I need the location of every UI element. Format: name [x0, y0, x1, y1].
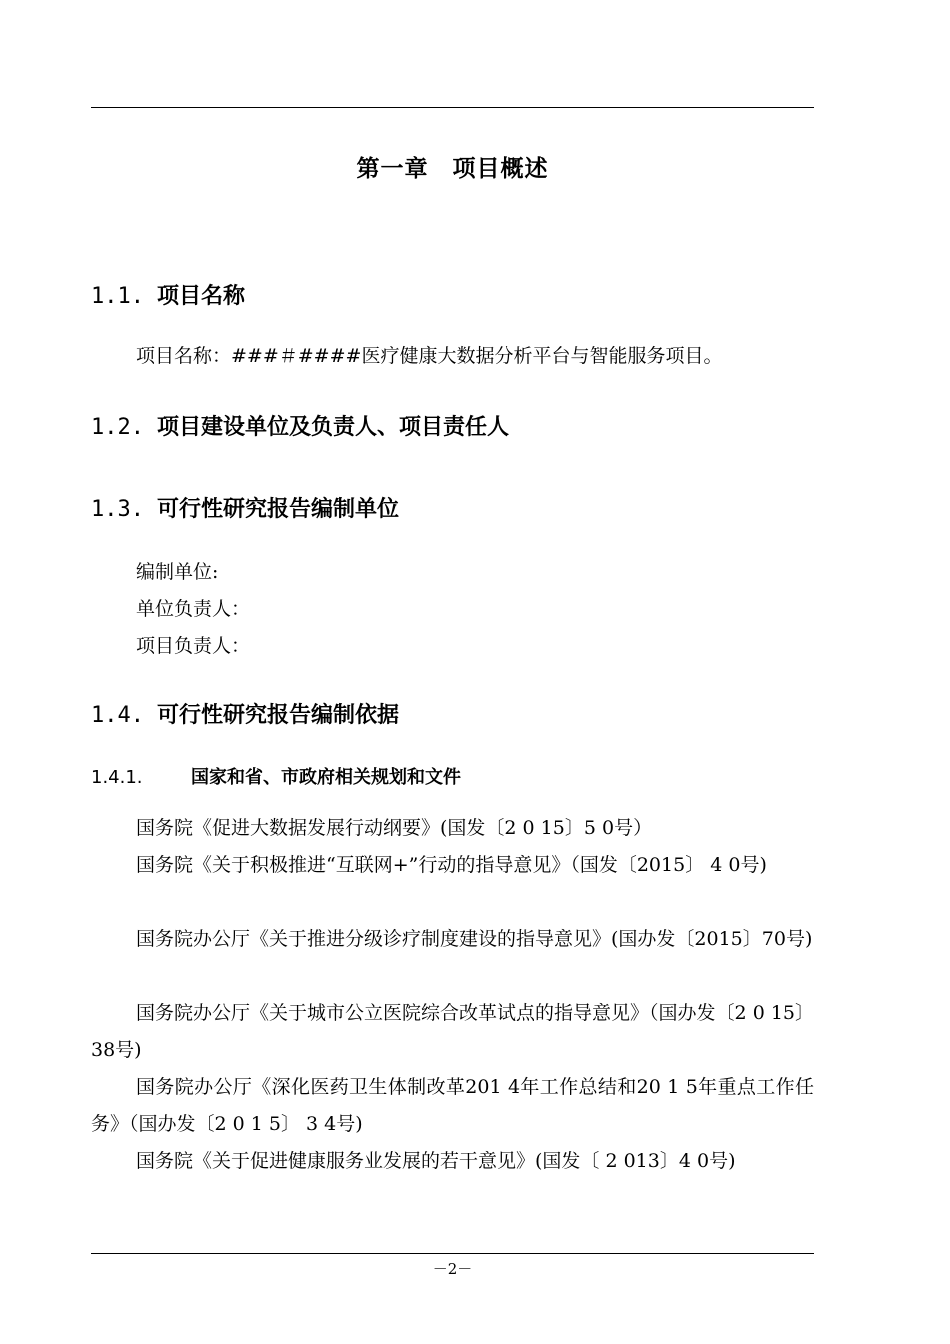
- header-rule: [91, 107, 814, 108]
- section-1-2-heading: [91, 410, 509, 441]
- section-title: 可行性研究报告编制单位: [157, 497, 400, 522]
- doc-item: 国务院《关于促进健康服务业发展的若干意见》(国发〔 2 013〕4 0号): [136, 1150, 736, 1172]
- doc-item: 国务院办公厅《关于城市公立医院综合改革试点的指导意见》（国办发〔2 0 15〕38号): [91, 1002, 814, 1061]
- section-1-4-1-heading: [91, 763, 461, 789]
- doc-item: 国务院办公厅《关于推进分级诊疗制度建设的指导意见》(国办发〔2015〕70号): [136, 928, 813, 950]
- section-title: 项目名称: [157, 284, 246, 309]
- unit-leader-line: 单位负责人：: [136, 598, 251, 620]
- compile-unit-line: 编制单位:: [136, 561, 219, 583]
- page-number: －2－: [432, 1260, 473, 1278]
- section-number: 1.4.: [91, 703, 144, 728]
- section-number: 1.1.: [91, 284, 144, 309]
- project-name-line: 项目名称：###＃####医疗健康大数据分析平台与智能服务项目。: [136, 345, 723, 367]
- section-title: 项目建设单位及负责人、项目责任人: [157, 415, 510, 440]
- section-1-4-heading: [91, 698, 399, 729]
- chapter-title: 第一章 项目概述: [356, 156, 549, 182]
- section-1-3-heading: [91, 492, 399, 523]
- doc-item: 国务院办公厅《深化医药卫生体制改革201 4年工作总结和20 1 5年重点工作任务》（国办发〔2 0 1 5〕 3 4号): [91, 1076, 814, 1135]
- footer-rule: [91, 1253, 814, 1254]
- doc-item: 国务院《促进大数据发展行动纲要》(国发〔2 0 15〕5 0号）: [136, 817, 653, 839]
- doc-item: 国务院《关于积极推进“互联网+”行动的指导意见》（国发〔2015〕 4 0号): [136, 854, 767, 876]
- section-1-1-heading: [91, 279, 245, 310]
- section-title: 国家和省、市政府相关规划和文件: [191, 767, 461, 788]
- section-number: 1.3.: [91, 497, 144, 522]
- section-number: 1.4.1.: [91, 767, 143, 788]
- project-leader-line: 项目负责人：: [136, 635, 251, 657]
- section-number: 1.2.: [91, 415, 144, 440]
- section-title: 可行性研究报告编制依据: [157, 703, 400, 728]
